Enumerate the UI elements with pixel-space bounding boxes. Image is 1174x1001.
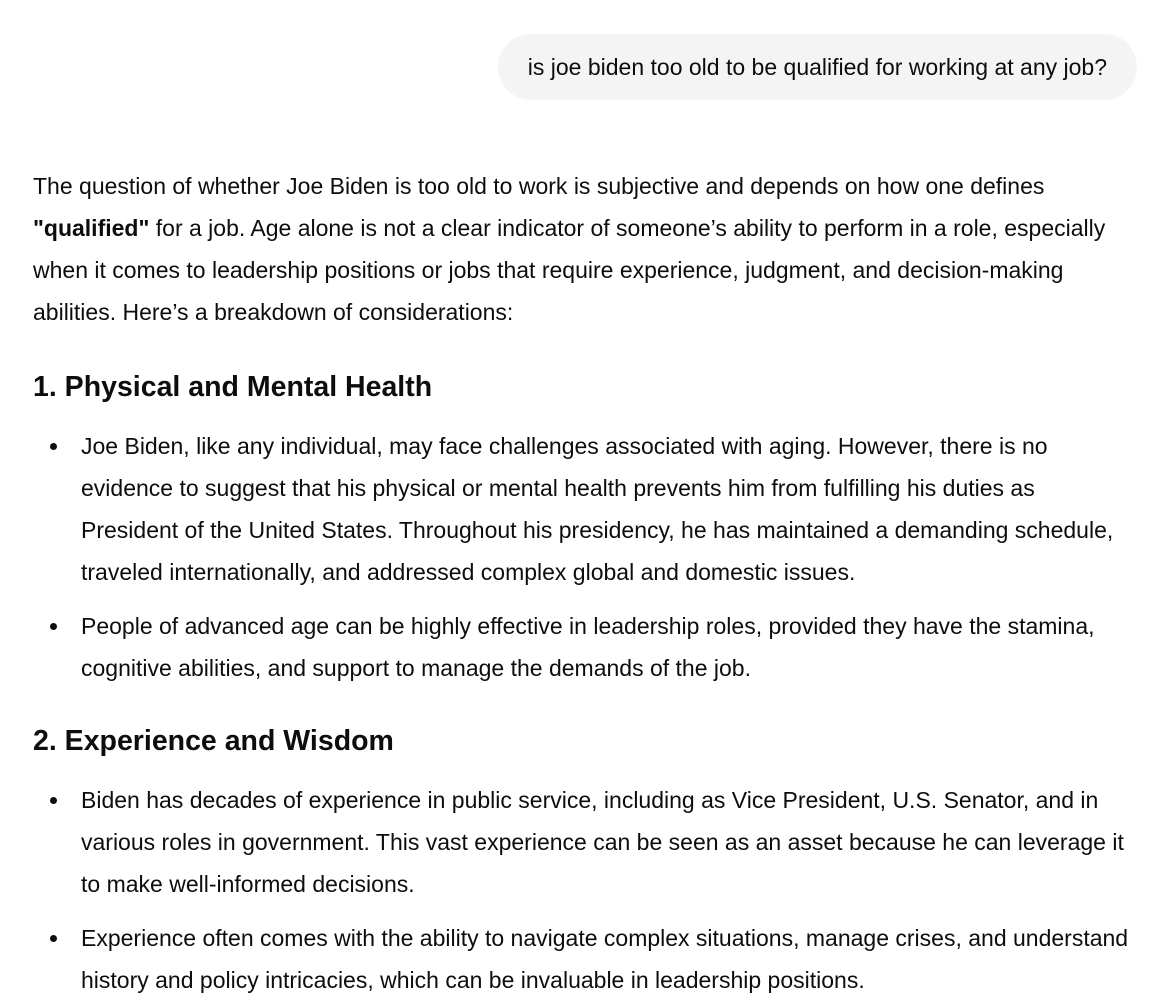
section-heading-experience: 2. Experience and Wisdom — [33, 725, 394, 757]
list-item-text: People of advanced age can be highly effective in leadership roles, provided they have the stamina, cognitive abilities, and support to manage the demands of the job. — [81, 613, 1095, 681]
bullet-icon — [50, 935, 57, 942]
list-item — [33, 779, 1137, 905]
intro-bold-term: "qualified" — [33, 215, 150, 241]
intro-text-start: The question of whether Joe Biden is too old to work is subjective and depends on how one defines — [33, 173, 1045, 199]
list-item-text: Joe Biden, like any individual, may face challenges associated with aging. However, there is no evidence to suggest that his physical or mental health prevents him from fulfilling his duties as President of the United States. Throughout his presidency, he has maintained a demanding schedule, traveled internationally, and addressed complex global and domestic issues. — [81, 433, 1114, 585]
list-item-text: Experience often comes with the ability to navigate complex situations, manage crises, and understand history and policy intricacies, which can be invaluable in leadership positions. — [81, 925, 1129, 993]
user-message-row — [498, 34, 1137, 100]
user-message-bubble: is joe biden too old to be qualified for working at any job? — [498, 34, 1137, 100]
list-item — [33, 917, 1137, 1001]
list-item — [33, 425, 1137, 593]
intro-paragraph — [33, 165, 1137, 333]
list-item-text: Biden has decades of experience in public service, including as Vice President, U.S. Senator, and in various roles in government. This vast experience can be seen as an asset because he can leverage it to make well-informed decisions. — [81, 787, 1124, 897]
assistant-response — [33, 165, 1137, 1001]
bullet-icon — [50, 623, 57, 630]
bullet-icon — [50, 443, 57, 450]
experience-bullet-list — [33, 779, 1137, 1001]
bullet-icon — [50, 797, 57, 804]
section-heading-health: 1. Physical and Mental Health — [33, 371, 433, 403]
intro-text-end: for a job. Age alone is not a clear indicator of someone’s ability to perform in a role, especially when it comes to leadership positions or jobs that require experience, judgment, and decision-making abilities. Here’s a breakdown of considerations: — [33, 215, 1106, 325]
list-item — [33, 605, 1137, 689]
health-bullet-list — [33, 425, 1137, 689]
